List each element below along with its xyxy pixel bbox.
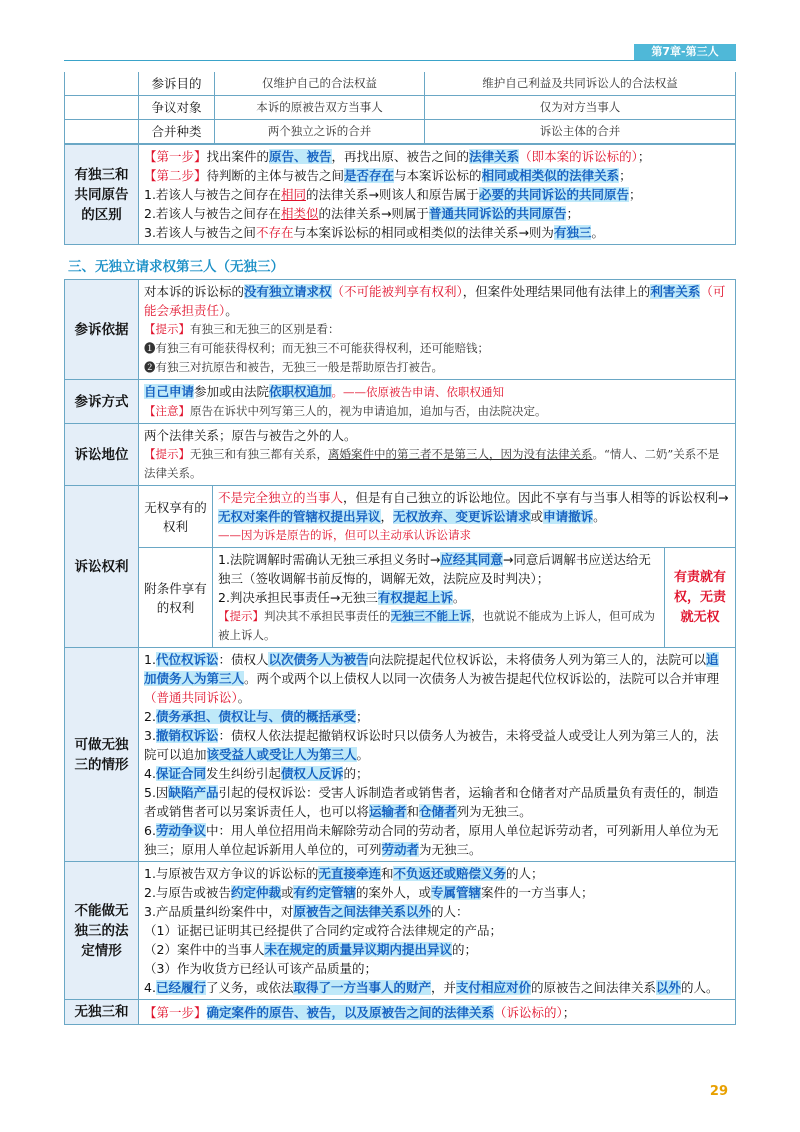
cell: 本诉的原被告双方当事人 bbox=[215, 96, 425, 120]
row-heading: 有独三和共同原告的区别 bbox=[65, 145, 139, 245]
method-body: 自己申请参加或由法院依职权追加。——依原被告申请、依职权通知 【注意】原告在诉状中列写第三人的，视为申请追加，追加与否，由法院决定。 bbox=[139, 380, 736, 424]
compare-table bbox=[64, 72, 736, 144]
rights-cond-body: 1.法院调解时需确认无独三承担义务时→应经其同意→同意后调解书应送达给无独三（签收调解书前反悔的，调解无效，法院应及时判决）； 2.判决承担民事责任→无独三有权提起上诉。 【提示】判决其不承担民事责任的无独三不能上诉，也就说不能成为上诉人，但可成为被上诉人。 bbox=[213, 548, 665, 648]
row-heading: 诉讼权利 bbox=[65, 486, 139, 648]
empty-cell bbox=[65, 120, 139, 144]
empty-cell bbox=[65, 72, 139, 96]
last-body: 【第一步】确定案件的原告、被告，以及原被告之间的法律关系（诉讼标的）； bbox=[139, 1000, 736, 1025]
distinguish-table bbox=[64, 144, 736, 245]
row-heading: 参诉方式 bbox=[65, 380, 139, 424]
section-title: 三、无独立请求权第三人（无独三） bbox=[68, 259, 284, 275]
rights-no-body: 不是完全独立的当事人，但是有自己独立的诉讼地位。因此不享有与当事人相等的诉讼权利→无权对案件的管辖权提出异议，无权放弃、变更诉讼请求或申请撤诉。 ——因为诉是原告的诉，但可以主动承认诉讼请求 bbox=[213, 486, 736, 548]
cell: 两个独立之诉的合并 bbox=[215, 120, 425, 144]
row-heading: 无独三和 bbox=[65, 1000, 139, 1025]
row-label: 参诉目的 bbox=[139, 72, 215, 96]
distinguish-body: 【第一步】找出案件的原告、被告，再找出原、被告之间的法律关系（即本案的诉讼标的）； 【第二步】待判断的主体与被告之间是否存在与本案诉讼标的相同或相类似的法律关系； 1.若该人与被告之间存在相同的法律关系→则该人和原告属于必要的共同诉讼的共同原告； 2.若该人与被告之间存在相类似的法律关系→则属于普通共同诉讼的共同原告； 3.若该人与被告之间不存在与本案诉讼标的相同或相类似的法律关系→则为有独三。 bbox=[139, 145, 736, 245]
row-heading: 可做无独三的情形 bbox=[65, 648, 139, 862]
basis-body: 对本诉的诉讼标的没有独立请求权（不可能被判享有权利），但案件处理结果同他有法律上的利害关系（可能会承担责任）。 【提示】有独三和无独三的区别是看： ❶有独三有可能获得权利；而无独三不可能获得权利，还可能赔钱； ❷有独三对抗原告和被告，无独三一般是帮助原告打被告。 bbox=[139, 280, 736, 380]
can-body: 1.代位权诉讼：债权人以次债务人为被告向法院提起代位权诉讼，未将债务人列为第三人的，法院可以追加债务人为第三人。两个或两个以上债权人以同一次债务人为被告提起代位权诉讼的，法院可以合并审理（普通共同诉讼）。 2.债务承担、债权让与、债的概括承受； 3.撤销权诉讼：债权人依法提起撤销权诉讼时只以债务人为被告，未将受益人或受让人列为第三人的，法院可以追加该受益人或受让人为第三人。 4.保证合同发生纠纷引起债权人反诉的； 5.因缺陷产品引起的侵权诉讼：受害人诉制造者或销售者，运输者和仓储者对产品质量负有责任的，制造者或销售者可以另案诉责任人，也可以将运输者和仓储者列为无独三。 6.劳动争议中：用人单位招用尚未解除劳动合同的劳动者，原用人单位起诉劳动者，可列新用人单位为无独三；原用人单位起诉新用人单位的，可列劳动者为无独三。 bbox=[139, 648, 736, 862]
row-heading: 参诉依据 bbox=[65, 280, 139, 380]
sub-heading: 无权享有的权利 bbox=[139, 486, 213, 548]
side-note: 有责就有权，无责就无权 bbox=[665, 548, 736, 648]
page-content bbox=[64, 72, 736, 1025]
row-label: 争议对象 bbox=[139, 96, 215, 120]
header-rule bbox=[64, 60, 736, 61]
row-label: 合并种类 bbox=[139, 120, 215, 144]
row-heading: 诉讼地位 bbox=[65, 424, 139, 486]
cell: 诉讼主体的合并 bbox=[425, 120, 736, 144]
cell: 仅为对方当事人 bbox=[425, 96, 736, 120]
status-body: 两个法律关系；原告与被告之外的人。 【提示】无独三和有独三都有关系，离婚案件中的第三者不是第三人，因为没有法律关系。“情人、二奶”关系不是法律关系。 bbox=[139, 424, 736, 486]
sub-heading: 附条件享有的权利 bbox=[139, 548, 213, 648]
cell: 仅维护自己的合法权益 bbox=[215, 72, 425, 96]
empty-cell bbox=[65, 96, 139, 120]
page-number: 29 bbox=[709, 1084, 728, 1099]
row-heading: 不能做无独三的法定情形 bbox=[65, 862, 139, 1000]
cell: 维护自己利益及共同诉讼人的合法权益 bbox=[425, 72, 736, 96]
cannot-body: 1.与原被告双方争议的诉讼标的无直接牵连和不负返还或赔偿义务的人； 2.与原告或被告约定仲裁或有约定管辖的案外人，或专属管辖案件的一方当事人； 3.产品质量纠纷案件中，对原被告之间法律关系以外的人： （1）证据已证明其已经提供了合同约定或符合法律规定的产品； （2）案件中的当事人未在规定的质量异议期内提出异议的； （3）作为收货方已经认可该产品质量的； 4.已经履行了义务，或依法取得了一方当事人的财产，并支付相应对价的原被告之间法律关系以外的人。 bbox=[139, 862, 736, 1000]
third-party-table bbox=[64, 279, 736, 1025]
chapter-tag: 第7章-第三人 bbox=[634, 44, 736, 60]
